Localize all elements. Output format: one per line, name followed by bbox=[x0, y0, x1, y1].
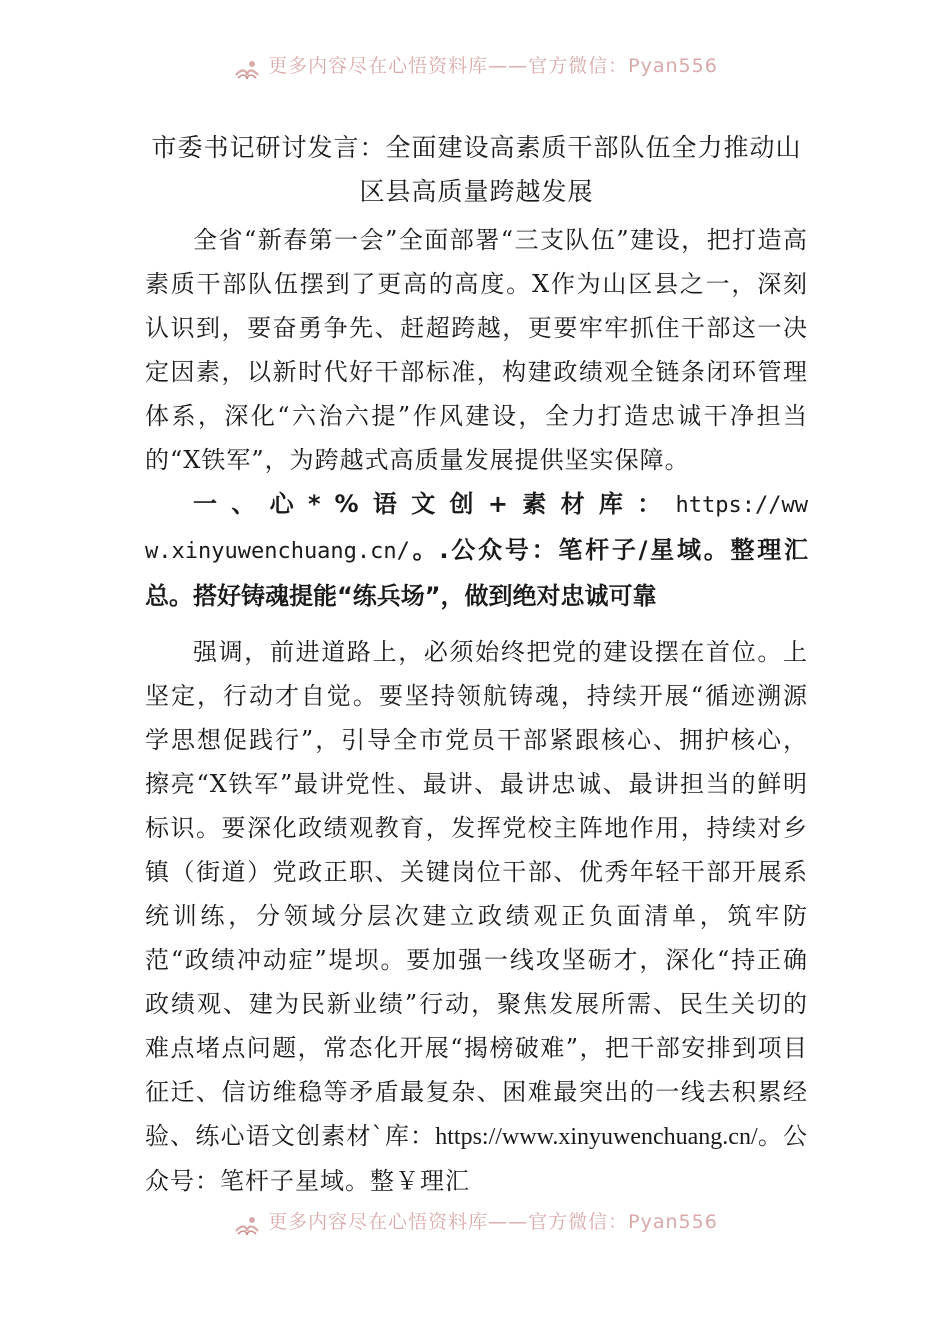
open-book-logo-icon bbox=[232, 1211, 262, 1241]
body-paragraph-text: 强调，前进道路上，必须始终把党的建设摆在首位。上坚定，行动才自觉。要坚持领航铸魂，持续开展“循迹溯源学思想促践行”，引导全市党员干部紧跟核心、拥护核心，擦亮“X铁军”最讲党性、最讲、最讲忠诚、最讲担当的鲜明标识。要深化政绩观教育，发挥党校主阵地作用，持续对乡镇（街道）党政正职、关键岗位干部、优秀年轻干部开展系统训练，分领域分层次建立政绩观正负面清单，筑牢防范“政绩冲动症”堤坝。要加强一线攻坚砺才，深化“持正确政绩观、建为民新业绩”行动，聚焦发展所需、民生关切的难点堵点问题，常态化开展“揭榜破难”，把干部安排到项目征迁、信访维稳等矛盾最复杂、困难最突出的一线去积累经验、练心语文创素材`库： bbox=[145, 638, 808, 1150]
body-paragraph-tail: 。公众号：笔杆子星域。整￥理汇 bbox=[145, 1122, 809, 1195]
document-body bbox=[145, 126, 808, 1203]
open-book-logo-icon bbox=[232, 55, 262, 85]
body-paragraph-url: https://www.xinyuwenchuang.cn/ bbox=[435, 1124, 758, 1150]
document-title: 市委书记研讨发言：全面建设高素质干部队伍全力推动山区县高质量跨越发展 bbox=[151, 133, 802, 206]
section-1-heading bbox=[145, 482, 808, 618]
watermark-text: 更多内容尽在心悟资料库——官方微信：Pyan556 bbox=[268, 54, 718, 77]
body-paragraph bbox=[145, 630, 808, 1203]
intro-paragraph: 全省“新春第一会”全面部署“三支队伍”建设，把打造高素质干部队伍摆到了更高的高度。X作为山区县之一，深刻认识到，要奋勇争先、赶超跨越，更要牢牢抓住干部这一决定因素，以新时代好干部标准，构建政绩观全链条闭环管理体系，深化“六治六提”作风建设，全力打造忠诚干净担当的“X铁军”，为跨越式高质量发展提供坚实保障。 bbox=[145, 226, 808, 474]
watermark-footer bbox=[0, 1206, 950, 1246]
section-1-heading-rest: 。.公众号：笔杆子/星域。整理汇总。搭好铸魂提能“练兵场”，做到绝对忠诚可靠 bbox=[145, 536, 808, 610]
watermark-header bbox=[0, 50, 950, 90]
section-1-heading-lead: 一、心*%语文创+素材库： bbox=[193, 490, 676, 518]
watermark-text: 更多内容尽在心悟资料库——官方微信：Pyan556 bbox=[268, 1210, 718, 1233]
section-1-heading-url: https://www.xinyuwenchuang.cn/ bbox=[145, 493, 808, 564]
